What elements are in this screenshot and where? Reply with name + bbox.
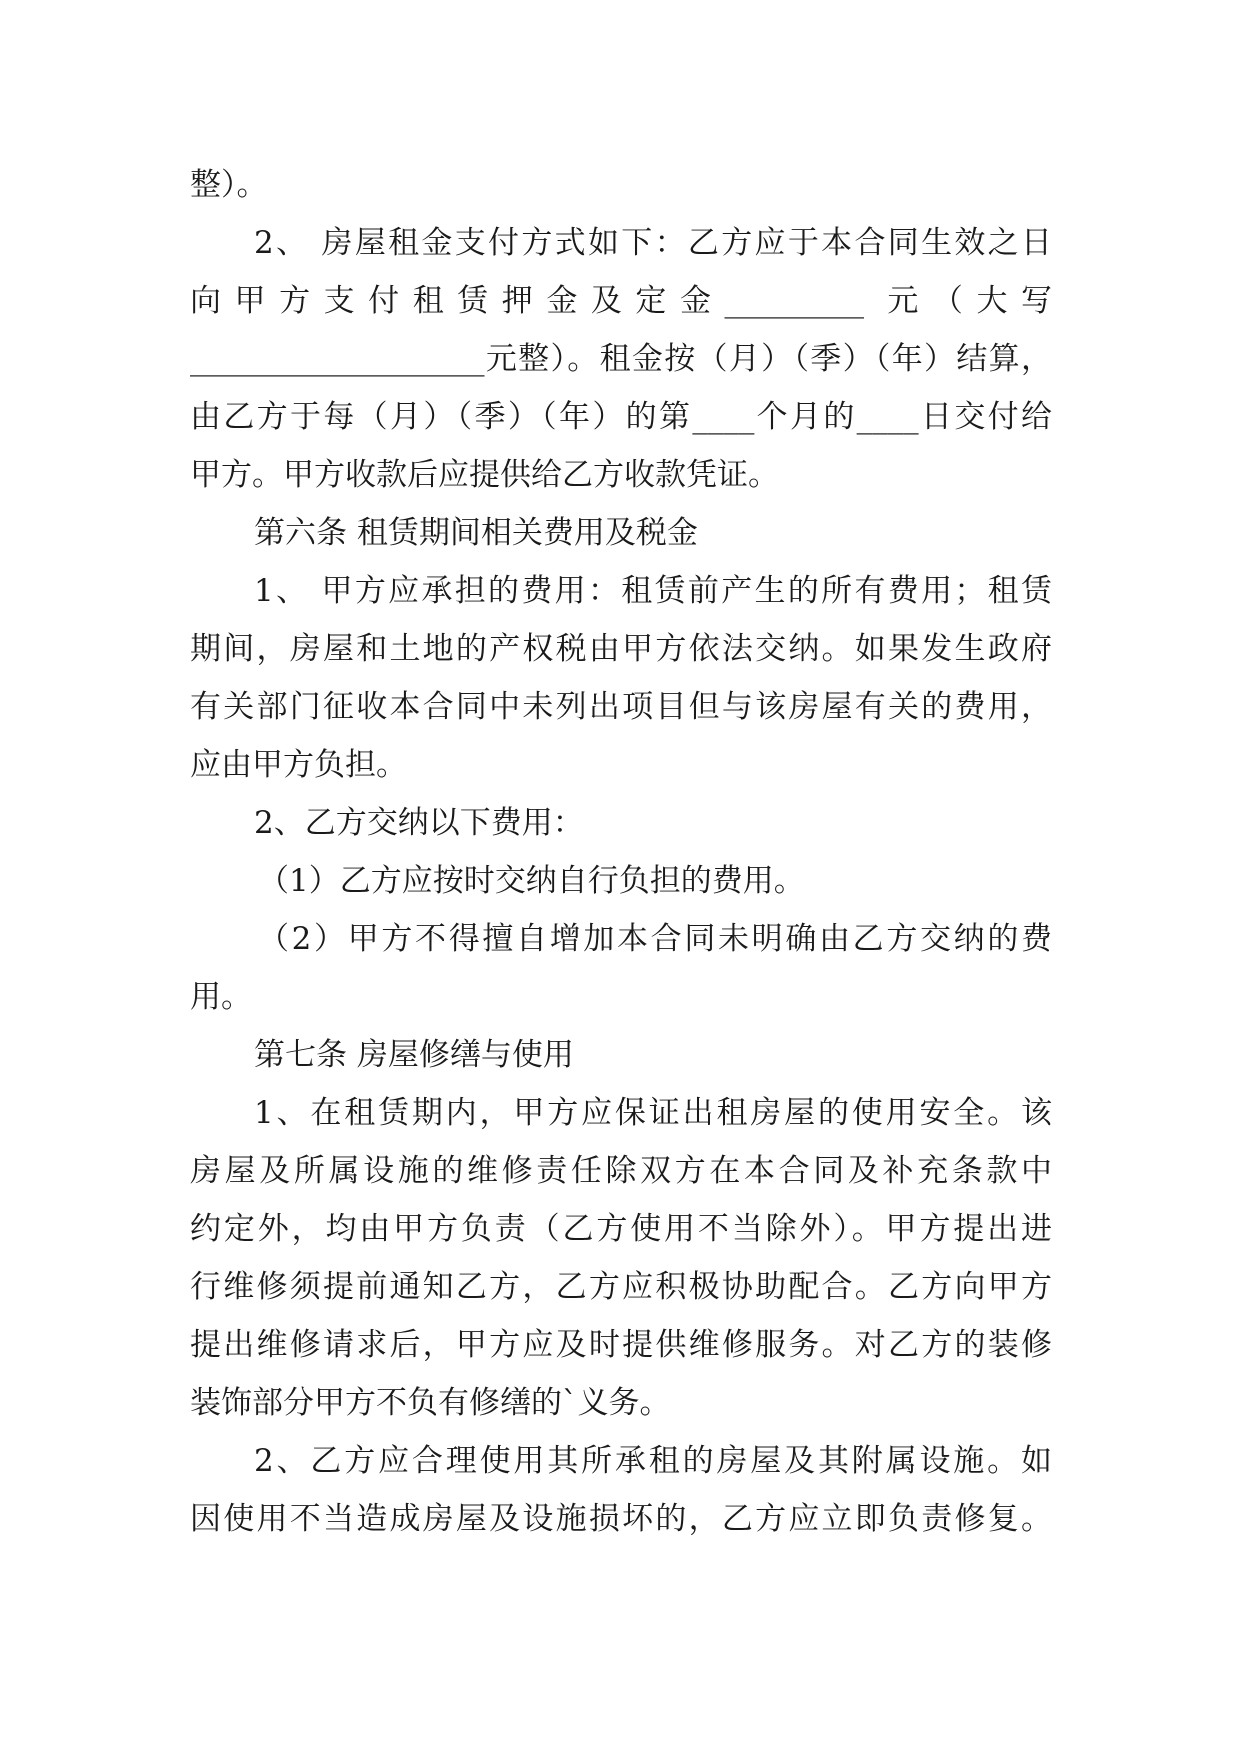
text-line: 用。 [190,979,252,1015]
text-line: 装饰部分甲方不负有修缮的`义务。 [190,1385,671,1421]
text-line: 甲方。甲方收款后应提供给乙方收款凭证。 [190,457,779,493]
text-line: 向甲方支付租赁押金及定金_________ 元（大写 [190,283,1052,319]
text-line: 应由甲方负担。 [190,747,407,783]
text-line: 2、 房屋租金支付方式如下：乙方应于本合同生效之日 [254,225,1052,261]
text-line: 2、乙方应合理使用其所承租的房屋及其附属设施。如 [254,1443,1052,1479]
section-heading: 第七条 房屋修缮与使用 [254,1037,574,1073]
section-heading: 第六条 租赁期间相关费用及税金 [254,515,698,551]
text-line: 房屋及所属设施的维修责任除双方在本合同及补充条款中 [190,1153,1052,1189]
text-line: 有关部门征收本合同中未列出项目但与该房屋有关的费用， [190,689,1052,725]
text-line: 1、在租赁期内，甲方应保证出租房屋的使用安全。该 [254,1095,1052,1131]
text-line: 1、 甲方应承担的费用：租赁前产生的所有费用；租赁 [254,573,1052,609]
text-line: 提出维修请求后，甲方应及时提供维修服务。对乙方的装修 [190,1327,1052,1363]
text-line: （2）甲方不得擅自增加本合同未明确由乙方交纳的费 [258,921,1052,957]
text-line: 因使用不当造成房屋及设施损坏的，乙方应立即负责修复。 [190,1501,1052,1537]
text-line: 行维修须提前通知乙方，乙方应积极协助配合。乙方向甲方 [190,1269,1052,1305]
text-line: 约定外，均由甲方负责（乙方使用不当除外）。甲方提出进 [190,1211,1052,1247]
text-line: 期间，房屋和土地的产权税由甲方依法交纳。如果发生政府 [190,631,1052,667]
text-line: ___________________元整）。租金按（月）（季）（年）结算， [190,341,1052,377]
text-line: 由乙方于每（月）（季）（年）的第____个月的____日交付给 [190,399,1052,435]
text-line: 2、乙方交纳以下费用： [254,805,584,841]
text-line: （1）乙方应按时交纳自行负担的费用。 [258,863,805,899]
text-line: 整）。 [190,167,268,203]
